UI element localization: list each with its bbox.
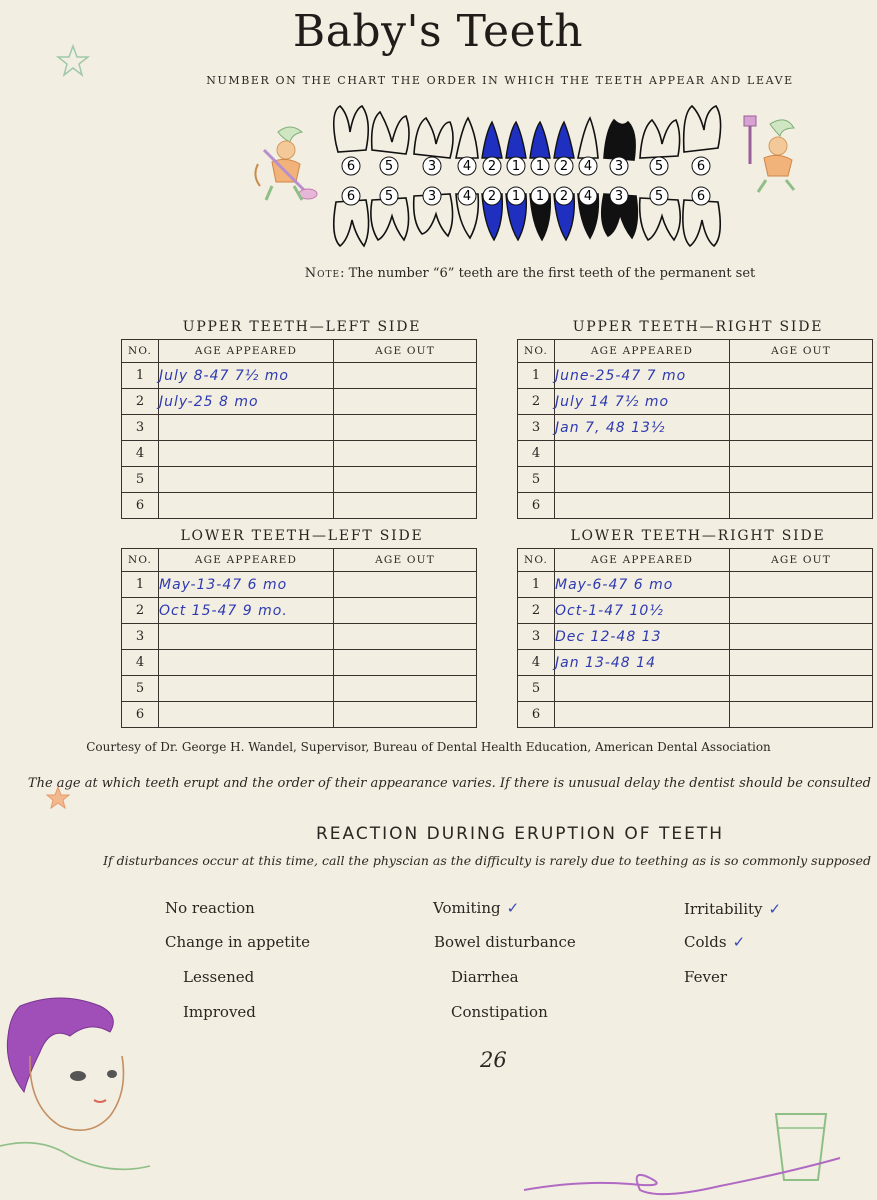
table-row (518, 363, 873, 389)
upper-right-title: UPPER TEETH—RIGHT SIDE (572, 319, 824, 335)
age-out-cell (730, 676, 873, 702)
reaction-title: REACTION DURING ERUPTION OF TEETH (315, 824, 725, 844)
baby-face-icon (0, 996, 170, 1200)
tooth-number: 6 (696, 159, 706, 174)
age-out-cell (730, 441, 873, 467)
row-number: 6 (122, 493, 159, 519)
age-appeared-cell (555, 676, 730, 702)
reaction-diarrhea: Diarrhea (451, 968, 519, 986)
row-number: 5 (518, 676, 555, 702)
tooth-number: 1 (511, 159, 521, 174)
age-out-cell (730, 624, 873, 650)
eruption-note: The age at which teeth erupt and the order of their appearance varies. If there is unusual delay the dentist should be consulted (27, 776, 871, 791)
reaction-constipation: Constipation (451, 1003, 548, 1021)
age-out-cell (334, 441, 477, 467)
tooth-number: 5 (654, 189, 664, 204)
note-text: : The number “6” teeth are the first teeth of the permanent set (340, 266, 756, 281)
age-out-cell (334, 572, 477, 598)
tooth-number: 5 (384, 189, 394, 204)
reaction-irritability-label: Irritability (684, 900, 763, 918)
row-number: 3 (122, 415, 159, 441)
reaction-improved: Improved (183, 1003, 256, 1021)
age-out-cell (730, 389, 873, 415)
age-appeared-cell (555, 702, 730, 728)
row-number: 2 (122, 389, 159, 415)
tooth-number: 2 (559, 159, 569, 174)
table-header-row (122, 549, 477, 572)
row-number: 3 (122, 624, 159, 650)
tooth-number: 3 (427, 159, 437, 174)
lower-left-title: LOWER TEETH—LEFT SIDE (180, 528, 424, 544)
tooth-number: 2 (487, 189, 497, 204)
table-row (122, 702, 477, 728)
age-out-cell (730, 415, 873, 441)
reaction-bowel: Bowel disturbance (434, 933, 576, 951)
reaction-colds (684, 933, 745, 951)
age-out-cell (730, 363, 873, 389)
age-appeared-cell (159, 415, 334, 441)
reaction-fever: Fever (684, 968, 727, 986)
table-row (518, 702, 873, 728)
row-number: 5 (122, 467, 159, 493)
tooth-number: 3 (614, 159, 624, 174)
age-out-cell (730, 572, 873, 598)
table-row (122, 650, 477, 676)
age-appeared-cell (159, 650, 334, 676)
header-no: NO. (122, 340, 159, 363)
chart-note (180, 266, 877, 281)
age-out-cell (334, 415, 477, 441)
header-no: NO. (518, 549, 555, 572)
age-out-cell (730, 650, 873, 676)
tooth-number: 1 (511, 189, 521, 204)
header-age-appeared: AGE APPEARED (159, 340, 334, 363)
header-age-out: AGE OUT (334, 549, 477, 572)
table-row (122, 441, 477, 467)
table-row (518, 415, 873, 441)
upper-left-table (121, 339, 477, 519)
table-row (122, 467, 477, 493)
age-appeared-cell (159, 493, 334, 519)
table-row (518, 389, 873, 415)
page-number: 26 (480, 1048, 507, 1072)
header-age-out: AGE OUT (334, 340, 477, 363)
upper-teeth-row (334, 106, 721, 160)
elf-left-icon (250, 120, 326, 204)
age-out-cell (334, 676, 477, 702)
tooth-number: 6 (346, 189, 356, 204)
age-appeared-cell: Jan 13-48 14 (555, 650, 730, 676)
tooth-number: 4 (583, 159, 593, 174)
age-out-cell (334, 650, 477, 676)
table-row (122, 415, 477, 441)
age-out-cell (334, 598, 477, 624)
tooth-number: 5 (384, 159, 394, 174)
teeth-chart (326, 100, 730, 252)
header-age-appeared: AGE APPEARED (555, 340, 730, 363)
row-number: 4 (518, 441, 555, 467)
tooth-number: 4 (462, 189, 472, 204)
age-appeared-cell (159, 676, 334, 702)
age-appeared-cell: July 14 7½ mo (555, 389, 730, 415)
courtesy-line: Courtesy of Dr. George H. Wandel, Supervisor, Bureau of Dental Health Education, American Dental Association (86, 740, 771, 754)
row-number: 1 (122, 572, 159, 598)
upper-right-table (517, 339, 873, 519)
age-appeared-cell (159, 702, 334, 728)
row-number: 3 (518, 624, 555, 650)
table-row (518, 493, 873, 519)
row-number: 1 (518, 363, 555, 389)
swirl-decoration (520, 1150, 850, 1200)
age-appeared-cell (159, 441, 334, 467)
table-row (518, 467, 873, 493)
tooth-number: 6 (696, 189, 706, 204)
header-age-out: AGE OUT (730, 549, 873, 572)
age-appeared-cell: Dec 12-48 13 (555, 624, 730, 650)
row-number: 2 (518, 389, 555, 415)
row-number: 4 (518, 650, 555, 676)
age-appeared-cell: July 8-47 7½ mo (159, 363, 334, 389)
reaction-no-reaction: No reaction (165, 899, 255, 917)
reaction-subtitle: If disturbances occur at this time, call the physcian as the difficulty is rarely due to teething as is so commonly supposed (103, 853, 871, 868)
age-appeared-cell (555, 441, 730, 467)
table-row (122, 389, 477, 415)
row-number: 2 (518, 598, 555, 624)
age-appeared-cell: July-25 8 mo (159, 389, 334, 415)
tooth-number: 2 (487, 159, 497, 174)
tooth-number: 2 (559, 189, 569, 204)
age-out-cell (334, 493, 477, 519)
age-out-cell (334, 702, 477, 728)
reaction-irritability (684, 900, 781, 918)
table-row (122, 598, 477, 624)
row-number: 4 (122, 650, 159, 676)
row-number: 6 (122, 702, 159, 728)
table-row (518, 572, 873, 598)
reaction-lessened: Lessened (183, 968, 255, 986)
table-row (518, 441, 873, 467)
age-appeared-cell: Oct 15-47 9 mo. (159, 598, 334, 624)
table-row (122, 363, 477, 389)
upper-left-title: UPPER TEETH—LEFT SIDE (182, 319, 422, 335)
tooth-number: 6 (346, 159, 356, 174)
reaction-change-appetite: Change in appetite (165, 933, 310, 951)
age-appeared-cell: Jan 7, 48 13½ (555, 415, 730, 441)
checkmark-icon: ✓ (506, 899, 520, 917)
age-out-cell (334, 363, 477, 389)
tooth-number: 1 (535, 189, 545, 204)
row-number: 1 (122, 363, 159, 389)
age-out-cell (334, 467, 477, 493)
row-number: 4 (122, 441, 159, 467)
reaction-vomiting-label: Vomiting (433, 899, 501, 917)
lower-left-table (121, 548, 477, 728)
tooth-number: 4 (583, 189, 593, 204)
age-appeared-cell: May-6-47 6 mo (555, 572, 730, 598)
age-out-cell (730, 598, 873, 624)
lower-right-title: LOWER TEETH—RIGHT SIDE (570, 528, 826, 544)
header-age-appeared: AGE APPEARED (159, 549, 334, 572)
table-header-row (518, 549, 873, 572)
elf-right-icon (736, 114, 810, 194)
note-prefix: Note (304, 266, 341, 281)
table-row (518, 676, 873, 702)
row-number: 2 (122, 598, 159, 624)
page-subtitle: NUMBER ON THE CHART THE ORDER IN WHICH THE TEETH APPEAR AND LEAVE (206, 74, 794, 87)
header-no: NO. (518, 340, 555, 363)
table-row (122, 676, 477, 702)
age-out-cell (730, 493, 873, 519)
checkmark-icon: ✓ (732, 933, 746, 951)
age-out-cell (730, 467, 873, 493)
star-icon (56, 44, 90, 78)
age-out-cell (334, 389, 477, 415)
table-header-row (518, 340, 873, 363)
header-age-out: AGE OUT (730, 340, 873, 363)
age-out-cell (730, 702, 873, 728)
tooth-number: 4 (462, 159, 472, 174)
checkmark-icon: ✓ (768, 900, 782, 918)
table-row (518, 598, 873, 624)
tooth-number: 5 (654, 159, 664, 174)
age-appeared-cell: May-13-47 6 mo (159, 572, 334, 598)
row-number: 6 (518, 702, 555, 728)
age-appeared-cell: Oct-1-47 10½ (555, 598, 730, 624)
row-number: 3 (518, 415, 555, 441)
page-title: Baby's Teeth (292, 6, 584, 57)
header-age-appeared: AGE APPEARED (555, 549, 730, 572)
header-no: NO. (122, 549, 159, 572)
lower-right-table (517, 548, 873, 728)
age-appeared-cell (555, 493, 730, 519)
reaction-vomiting (433, 899, 519, 917)
table-row (518, 624, 873, 650)
age-appeared-cell (159, 467, 334, 493)
reaction-colds-label: Colds (684, 933, 727, 951)
table-row (518, 650, 873, 676)
age-appeared-cell (159, 624, 334, 650)
row-number: 5 (122, 676, 159, 702)
table-row (122, 493, 477, 519)
row-number: 1 (518, 572, 555, 598)
tooth-number: 3 (614, 189, 624, 204)
age-appeared-cell (555, 467, 730, 493)
table-row (122, 624, 477, 650)
tooth-number: 3 (427, 189, 437, 204)
tooth-number: 1 (535, 159, 545, 174)
table-header-row (122, 340, 477, 363)
age-appeared-cell: June-25-47 7 mo (555, 363, 730, 389)
table-row (122, 572, 477, 598)
row-number: 6 (518, 493, 555, 519)
age-out-cell (334, 624, 477, 650)
row-number: 5 (518, 467, 555, 493)
